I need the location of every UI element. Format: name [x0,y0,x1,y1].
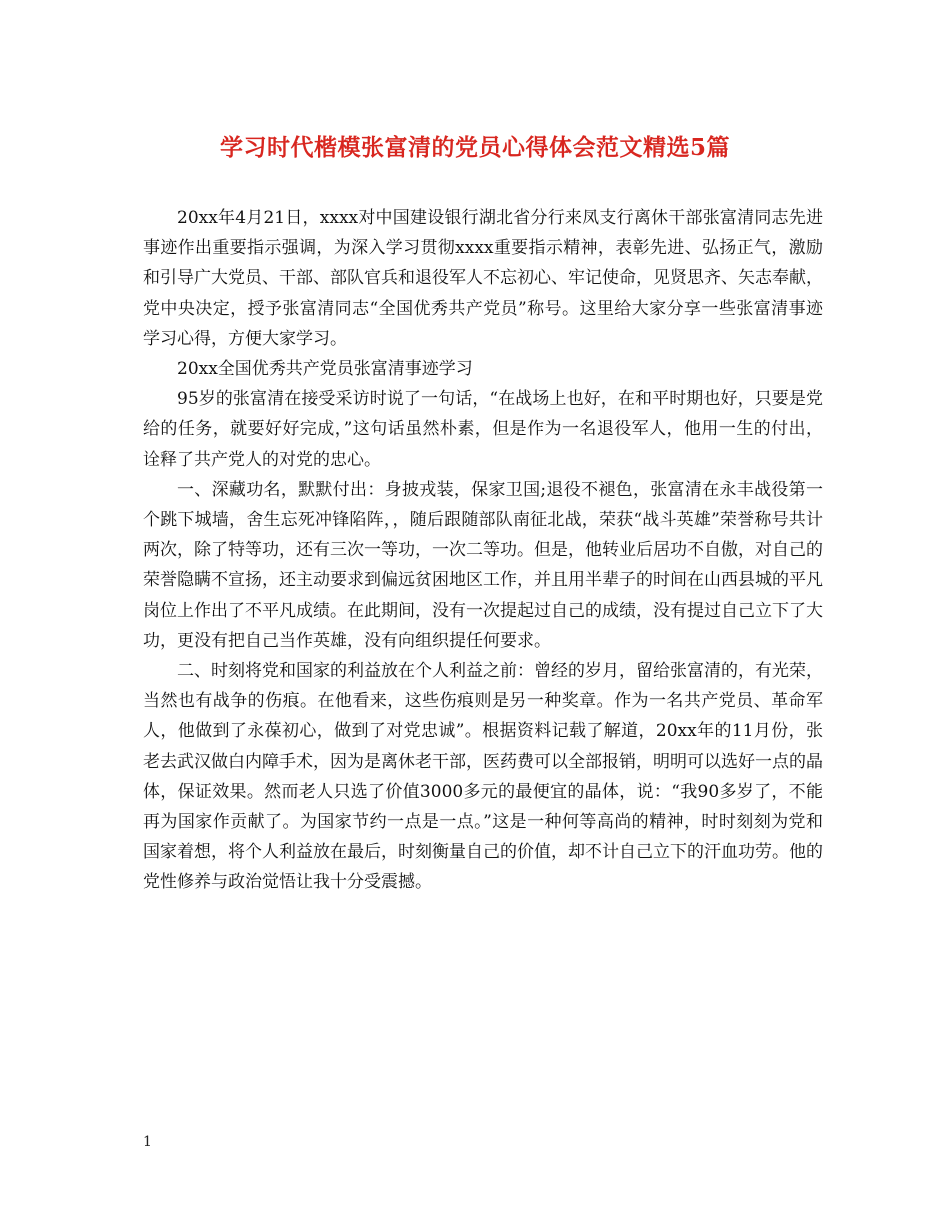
paragraph-intro: 20xx年4月21日，xxxx对中国建设银行湖北省分行来凤支行离休干部张富清同志先进事迹作出重要指示强调，为深入学习贯彻xxxx重要指示精神，表彰先进、弘扬正气，激励和引导广大党员、干部、部队官兵和退役军人不忘初心、牢记使命，见贤思齐、矢志奉献，党中央决定，授予张富清同志“全国优秀共产党员”称号。这里给大家分享一些张富清事迹学习心得，方便大家学习。 [143,208,823,349]
document-body [143,203,823,898]
document-title: 学习时代楷模张富清的党员心得体会范文精选5篇 [219,134,730,161]
paragraph-quote: 95岁的张富清在接受采访时说了一句话，“在战场上也好，在和平时期也好，只要是党给的任务，就要好好完成，”这句话虽然朴素，但是作为一名退役军人，他用一生的付出，诠释了共产党人的对党的忠心。 [143,389,823,470]
page-number: 1 [143,1134,152,1150]
paragraph-section-one: 一、深藏功名，默默付出：身披戎装，保家卫国;退役不褪色，张富清在永丰战役第一个跳下城墙，舍生忘死冲锋陷阵，，随后跟随部队南征北战，荣获“战斗英雄”荣誉称号共计两次，除了特等功，还有三次一等功，一次二等功。但是，他转业后居功不自傲，对自己的荣誉隐瞒不宣扬，还主动要求到偏远贫困地区工作，并且用半辈子的时间在山西县城的平凡岗位上作出了不平凡成绩。在此期间，没有一次提起过自己的成绩，没有提过自己立下了大功，更没有把自己当作英雄，没有向组织提任何要求。 [143,479,823,651]
paragraph-subheading: 20xx全国优秀共产党员张富清事迹学习 [177,359,473,380]
paragraph-section-two: 二、时刻将党和国家的利益放在个人利益之前：曾经的岁月，留给张富清的，有光荣，当然也有战争的伤痕。在他看来，这些伤痕则是另一种奖章。作为一名共产党员、革命军人，他做到了永葆初心，做到了对党忠诚”。根据资料记载了解道，20xx年的11月份，张老去武汉做白内障手术，因为是离休老干部，医药费可以全部报销，明明可以选好一点的晶体，保证效果。然而老人只选了价值3000多元的最便宜的晶体，说：“我90多岁了，不能再为国家作贡献了。为国家节约一点是一点。”这是一种何等高尚的精神，时时刻刻为党和国家着想，将个人利益放在最后，时刻衡量自己的价值，却不计自己立下的汗血功劳。他的党性修养与政治觉悟让我十分受震撼。 [143,661,823,893]
